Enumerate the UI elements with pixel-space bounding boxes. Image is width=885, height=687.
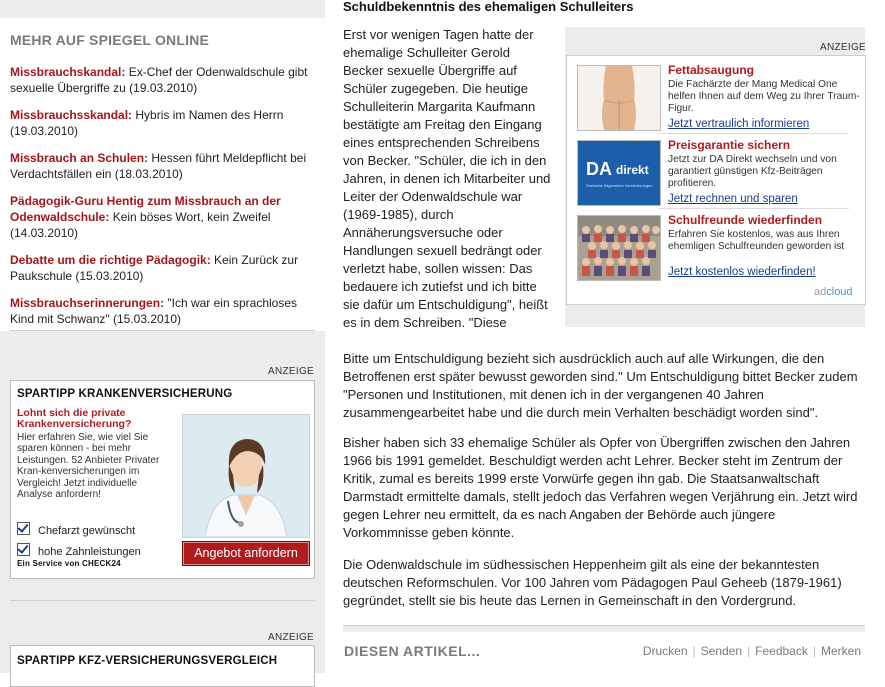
- body-image[interactable]: [577, 65, 661, 131]
- merken-link[interactable]: Merken: [820, 644, 861, 658]
- anzeige-label: ANZEIGE: [268, 366, 314, 377]
- adcloud-ad-title[interactable]: Fettabsaugung: [668, 63, 754, 77]
- divider: [658, 133, 849, 134]
- article-paragraph: Bitte um Entschuldigung bezieht sich ausdrücklich auch auf alle Wirkungen, die den Betroffenen erst später bewusst geworden sind." Um Entschuldigung bittet Becker zudem "Personen und Institutionen, mit denen ich in der vergangenen 40 Jahren zusammengearbeitet habe und die durch mein Verhalten beschädigt worden sind".: [343, 351, 858, 420]
- related-article-link[interactable]: Missbrauchsskandal: Hybris im Namen des Herrn (19.03.2010): [10, 108, 284, 138]
- article-paragraph: Die Odenwaldschule im südhessischen Heppenheim gilt als eine der bekanntesten deutschen Reformschulen. Vor 100 Jahren vom Pädagogen Paul Geheeb (1879-1961) gegründet, stellt sie bis heute das Lernen in Gemeinschaft in den Vordergrund.: [343, 557, 842, 608]
- related-article-link[interactable]: Missbrauch an Schulen: Hessen führt Meldepflicht bei Verdachtsfällen ein (18.03.2010): [10, 151, 307, 181]
- divider: [10, 600, 315, 601]
- anzeige-label: ANZEIGE: [820, 42, 866, 53]
- adcloud-ad-schulfreunde[interactable]: [577, 213, 859, 285]
- article-tools: Drucken | Senden | Feedback | Merken: [642, 644, 861, 658]
- related-article-link[interactable]: Missbrauchserinnerungen: "Ich war ein sprachloses Kind mit Schwanz" (15.03.2010): [10, 296, 298, 326]
- related-article-link[interactable]: Missbrauchskandal: Ex-Chef der Odenwaldschule gibt sexuelle Übergriffe zu (19.03.2010): [10, 65, 308, 95]
- adcloud-ad-title[interactable]: Schulfreunde wiederfinden: [668, 213, 823, 227]
- article-footer-band: [343, 626, 865, 632]
- adcloud-ad-link[interactable]: Jetzt rechnen und sparen: [668, 193, 798, 205]
- adcloud-ad-da-direkt[interactable]: [577, 138, 859, 210]
- kv-ad-title: SPARTIPP KRANKENVERSICHERUNG: [17, 388, 233, 400]
- da-logo-subtitle: Deutsche Allgemeine Versicherungen: [586, 183, 653, 188]
- adcloud-ad-link[interactable]: Jetzt kostenlos wiederfinden!: [668, 266, 816, 278]
- anzeige-label: ANZEIGE: [268, 632, 314, 643]
- related-articles-list: [10, 64, 310, 338]
- adcloud-ad-title[interactable]: Preisgarantie sichern: [668, 138, 791, 152]
- kfz-ad-title: SPARTIPP KFZ-VERSICHERUNGSVERGLEICH: [17, 655, 278, 667]
- da-logo-mark: DA: [586, 159, 612, 179]
- feedback-link[interactable]: Feedback: [755, 644, 808, 658]
- adcloud-ad-link[interactable]: Jetzt vertraulich informieren: [668, 118, 810, 130]
- adcloud-ad-desc: Erfahren Sie kostenlos, was aus Ihren ehemligen Schulfreunden geworden ist: [668, 229, 845, 252]
- senden-link[interactable]: Senden: [700, 644, 743, 658]
- divider: [658, 208, 849, 209]
- da-logo-word: direkt: [616, 163, 649, 177]
- check24-service-note: Ein Service von CHECK24: [17, 559, 121, 568]
- related-article-link[interactable]: Debatte um die richtige Pädagogik: Kein Zurück zur Paukschule (15.03.2010): [10, 253, 299, 283]
- doctor-image[interactable]: [182, 414, 310, 538]
- related-article-link[interactable]: Pädagogik-Guru Hentig zum Missbrauch an der Odenwaldschule: Kein böses Wort, kein Zweifel (14.03.2010): [10, 194, 281, 240]
- adcloud-ad-desc: Jetzt zur DA Direkt wechseln und von garantiert günstigen Kfz-Beiträgen profitieren.: [668, 154, 837, 189]
- angebot-anfordern-button[interactable]: Angebot anfordern: [182, 541, 310, 566]
- adcloud-box: [566, 55, 866, 305]
- kv-ad-text: Hier erfahren Sie, wie viel Sie sparen können - bei mehr Leistungen. 52 Anbieter Privater Kran-kenversicherungen im Vergleich! Jetzt individuelle Analyse anfordern!: [17, 432, 160, 501]
- class-photo-image[interactable]: [577, 215, 661, 281]
- da-direkt-logo[interactable]: [577, 140, 661, 206]
- adcloud-ad-fettabsaugung[interactable]: [577, 63, 859, 135]
- kv-ad-question[interactable]: Lohnt sich die private Krankenversicherung?: [17, 407, 132, 430]
- diesen-artikel-label: DIESEN ARTIKEL...: [344, 643, 481, 659]
- checkbox-checked-icon[interactable]: [17, 522, 30, 535]
- checkbox-checked-icon[interactable]: [17, 543, 30, 556]
- kfz-versicherung-ad: [10, 645, 315, 687]
- article-paragraph: Bisher haben sich 33 ehemalige Schüler als Opfer von Übergriffen zwischen den Jahren 1966 bis 1991 gemeldet. Beschuldigt werden acht Lehrer. Becker steht im Zentrum der Kritik, zumal es bereits 1999 erste Vorwürfe gegen ihn gab. Die Staatsanwaltschaft Darmstadt ermittelte damals, stellt jedoch das Verfahren wegen Verjährung ein. Jetzt wird gegen Lehrer neu ermittelt, da es nach Angaben der Behörde auch jüngere Vorkommnisse geben könnte.: [343, 435, 858, 540]
- adcloud-logo[interactable]: adcloud: [814, 286, 853, 298]
- left-top-band: [0, 0, 325, 18]
- krankenversicherung-ad: [10, 380, 315, 579]
- article-subheading: Schuldbekenntnis des ehemaligen Schulleiters: [343, 0, 634, 14]
- chefarzt-checkbox[interactable]: Chefarzt gewünscht: [17, 522, 135, 537]
- drucken-link[interactable]: Drucken: [642, 644, 688, 658]
- mehr-auf-spiegel-title: MEHR AUF SPIEGEL ONLINE: [10, 32, 210, 48]
- article-paragraph: Erst vor wenigen Tagen hatte der ehemalige Schulleiter Gerold Becker sexuelle Übergriffe auf Schüler zugegeben. Die heutige Schulleiterin Margarita Kaufmann bestätigte am Freitag den Eingang eines entsprechenden Schreibens von Becker. "Schüler, die ich in den Jahren, in denen ich Mitarbeiter und Leiter der Odenwaldschule war (1969-1985), durch Annäherungsversuche oder Handlungen sexuell bedrängt oder verletzt habe, sollen wissen: Das bedauere ich zutiefst und ich bitte sie dafür um Entschuldigung", heißt es in dem Schreiben. "Diese: [343, 27, 551, 330]
- adcloud-ad-desc: Die Fachärzte der Mang Medical One helfen Ihnen auf dem Weg zu Ihrer Traum-Figur.: [668, 79, 860, 114]
- zahnleistungen-checkbox[interactable]: hohe Zahnleistungen: [17, 543, 141, 558]
